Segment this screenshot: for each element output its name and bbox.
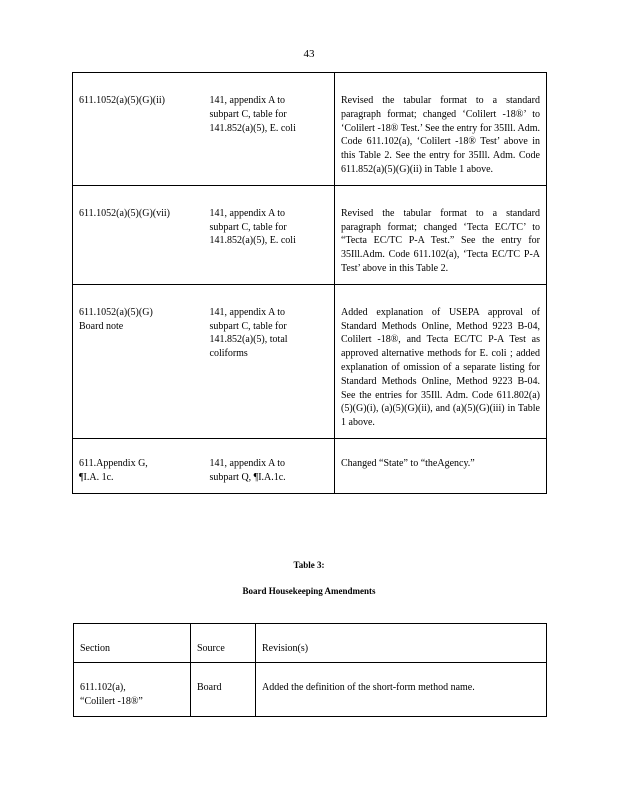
page-number: 43 — [303, 48, 315, 60]
column-header-section: Section — [74, 624, 191, 663]
revision-cell: Revised the tabular format to a standard paragraph format; changed ‘Tecta EC/TC’ to “Tecta EC/TC P-A Test.” See the entry for 35Ill.Adm. Code 611.102(a), ‘Tecta EC/TC P-A Test’ above in this Table 2. — [335, 185, 547, 284]
revision-cell: Changed “State” to “theAgency.” — [335, 438, 547, 493]
table-row — [73, 185, 547, 284]
section-cell: 611.1052(a)(5)(G) Board note — [73, 284, 204, 438]
source-cell: 141, appendix A to subpart C, table for 141.852(a)(5), E. coli — [204, 185, 335, 284]
source-cell: 141, appendix A to subpart Q, ¶I.A.1c. — [204, 438, 335, 493]
source-cell: 141, appendix A to subpart C, table for 141.852(a)(5), total coliforms — [204, 284, 335, 438]
source-cell: 141, appendix A to subpart C, table for 141.852(a)(5), E. coli — [204, 73, 335, 186]
column-header-source: Source — [191, 624, 256, 663]
table-caption-number: Table 3: — [293, 560, 325, 570]
table-row — [73, 438, 547, 493]
source-cell: Board — [191, 662, 256, 717]
table-row — [73, 73, 547, 186]
table-row — [73, 284, 547, 438]
table-row — [74, 662, 547, 717]
table-caption-title: Board Housekeeping Amendments — [242, 586, 376, 596]
column-header-revision: Revision(s) — [256, 624, 547, 663]
section-cell: 611.Appendix G, ¶I.A. 1c. — [73, 438, 204, 493]
section-cell: 611.102(a), “Colilert -18®” — [74, 662, 191, 717]
section-cell: 611.1052(a)(5)(G)(vii) — [73, 185, 204, 284]
housekeeping-amendments-table — [73, 623, 547, 717]
revision-cell: Revised the tabular format to a standard paragraph format; changed ‘Colilert -18®’ to ‘Colilert -18® Test.’ See the entry for 35Ill. Adm. Code 611.102(a), ‘Colilert -18® Test’ above in this Table 2. See the entry for 35Ill. Adm. Code 611.852(a)(5)(G)(ii) in Table 1 above. — [335, 73, 547, 186]
amendments-table-continued — [72, 72, 547, 494]
revision-cell: Added the definition of the short-form method name. — [256, 662, 547, 717]
revision-cell: Added explanation of USEPA approval of Standard Methods Online, Method 9223 B-04, Colilert -18®, and Tecta EC/TC P-A Test as approved alternative methods for E. coli ; added explanation of omission of a separate listing for Standard Methods Online, Method 9223 B-04. See the entries for 35Ill. Adm. Code 611.802(a)(5)(G)(i), (a)(5)(G)(ii), and (a)(5)(G)(iii) in Table 1 above. — [335, 284, 547, 438]
table-header-row — [74, 624, 547, 663]
section-cell: 611.1052(a)(5)(G)(ii) — [73, 73, 204, 186]
